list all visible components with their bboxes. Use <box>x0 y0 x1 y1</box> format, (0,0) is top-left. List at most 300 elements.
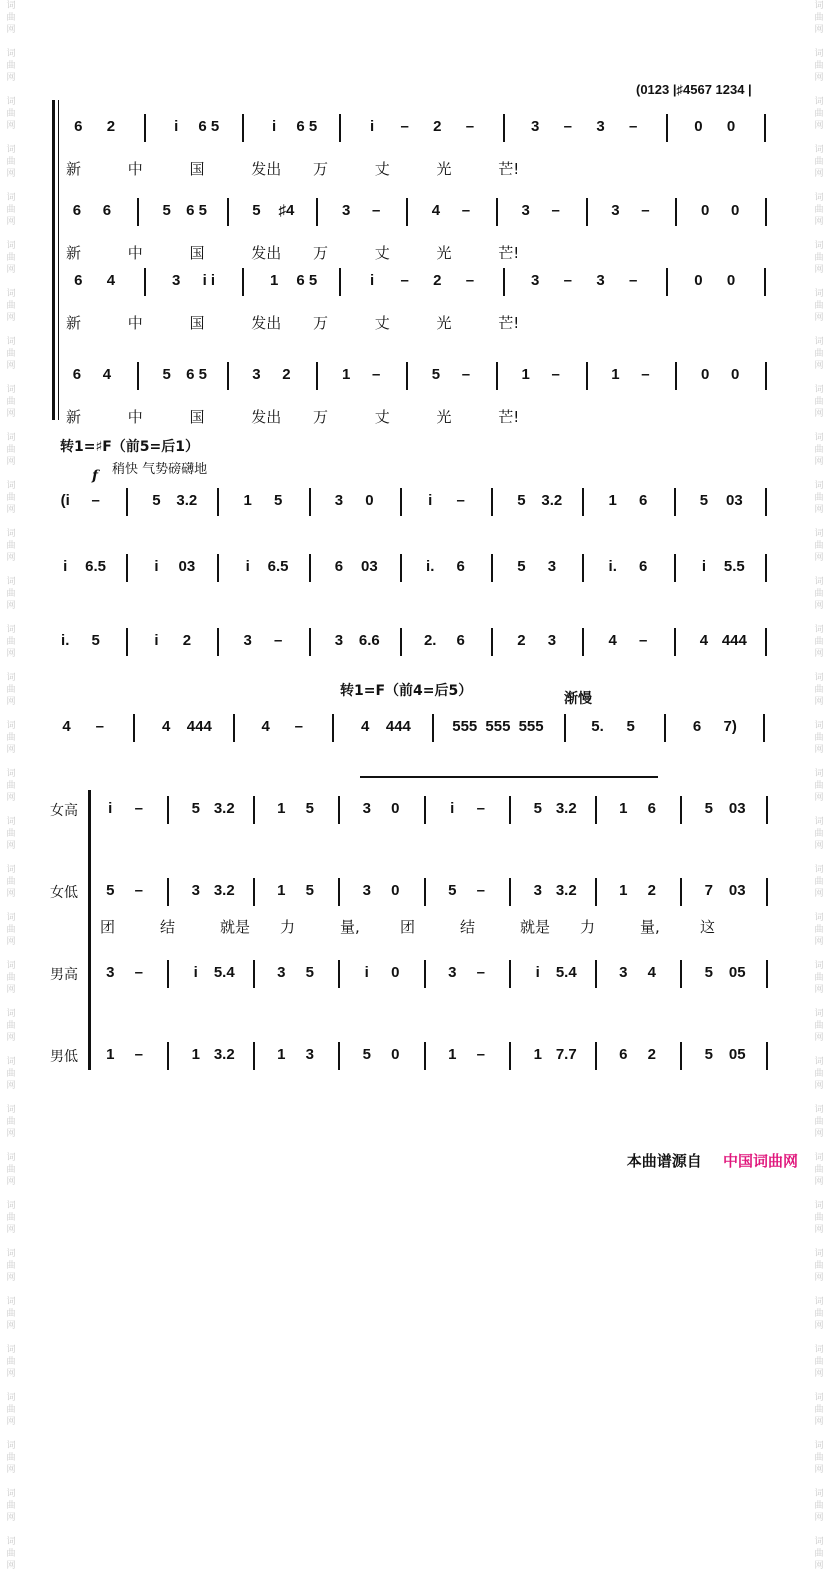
note: ♯4 <box>278 202 295 219</box>
note: 6 5 <box>198 118 220 135</box>
note: 2 <box>517 632 526 649</box>
note: 05 <box>728 964 746 981</box>
note: 0 <box>391 800 400 817</box>
barline <box>400 488 402 516</box>
note: 4 <box>647 964 656 981</box>
note: 03 <box>361 558 378 575</box>
watermark-right: 词 曲 网 词 曲 网 词 曲 网 词 曲 网 词 曲 网 词 曲 网 词 曲 网 词 曲 网 词 曲 网 词 曲 网 词 曲 网 词 曲 网 词 曲 网 词 曲 网 词 曲 网 词 曲 网 词 曲 网 词 曲 网 词 曲 网 词 曲 网 词 曲 网 词 曲 网 词 曲 网 词 曲 网 词 曲 网 词 曲 网 词 曲 网 词 曲 网 词 曲 网 词 曲 网 词 曲 网 词 曲 网 词 曲 网 <box>814 1 824 1571</box>
note: i <box>450 800 455 817</box>
note: i. <box>61 632 70 649</box>
barline <box>491 554 493 582</box>
note: 4 <box>106 272 116 289</box>
barline <box>675 198 677 226</box>
note: 5 <box>431 366 441 383</box>
note: 5 <box>517 558 526 575</box>
lyric-word: 万 <box>313 244 329 262</box>
barline <box>126 554 128 582</box>
footer-credit <box>627 1150 798 1171</box>
note: 3 <box>243 632 252 649</box>
note: 5 <box>626 718 635 735</box>
note: 3 <box>334 492 344 509</box>
barline <box>582 628 584 656</box>
note: 2 <box>106 118 116 135</box>
note: 1 <box>619 800 628 817</box>
lyric-word: 国 <box>189 160 205 178</box>
note: 0 <box>365 492 374 509</box>
note: – <box>563 272 573 289</box>
lyric-word: 丈 <box>374 408 390 426</box>
note: 3 <box>611 202 620 219</box>
note: i <box>174 118 179 135</box>
lyric-word: 国 <box>189 408 205 426</box>
note: 6 5 <box>296 272 318 289</box>
note: 0 <box>701 202 710 219</box>
barline <box>765 554 767 582</box>
lyric-word: 万 <box>313 160 329 178</box>
lyric-word: 丈 <box>374 244 390 262</box>
dynamic-marking: f <box>92 468 99 484</box>
barline <box>227 198 229 226</box>
barline <box>424 960 426 988</box>
tempo-marking-2: 渐慢 <box>564 691 592 707</box>
note: i <box>364 964 369 981</box>
lyric-word: 量, <box>340 918 360 936</box>
note: i <box>369 272 375 289</box>
note: 1 <box>277 882 286 899</box>
note: i. <box>426 558 435 575</box>
barline <box>126 628 128 656</box>
barline <box>167 960 169 988</box>
note: 1 <box>277 800 286 817</box>
barline <box>680 960 682 988</box>
barline <box>680 1042 682 1070</box>
note: – <box>641 202 650 219</box>
barline <box>582 488 584 516</box>
note: 6 5 <box>186 366 208 383</box>
note: 6 <box>74 272 83 289</box>
note: 3 <box>305 1046 314 1063</box>
note: 3 <box>596 272 605 289</box>
note: – <box>95 718 104 735</box>
barline <box>674 488 676 516</box>
note: 5 <box>91 632 100 649</box>
note: 0 <box>730 366 740 383</box>
note: 0 <box>694 118 703 135</box>
barline <box>496 362 498 390</box>
lyric-word: 国 <box>189 314 205 332</box>
note: i <box>272 118 277 135</box>
barline <box>253 960 255 988</box>
note: – <box>476 964 485 981</box>
note: – <box>628 272 638 289</box>
note: 555 <box>518 718 544 735</box>
barline <box>316 198 318 226</box>
barline <box>582 554 584 582</box>
barline <box>509 1042 511 1070</box>
note: 6 <box>638 492 648 509</box>
barline <box>406 198 408 226</box>
lyric-word: 新 <box>66 244 82 262</box>
note: – <box>134 800 143 817</box>
barline <box>133 714 135 742</box>
part-label: 男高 <box>50 967 78 983</box>
note: 3 <box>547 632 557 649</box>
note: – <box>638 632 648 649</box>
choir-bracket <box>88 790 91 1070</box>
note: 3 <box>172 272 181 289</box>
barline <box>763 714 765 742</box>
note: 3.2 <box>213 800 235 817</box>
barline <box>400 628 402 656</box>
part-label: 男低 <box>50 1049 78 1065</box>
lyric-word: 新 <box>66 408 82 426</box>
barline <box>144 268 146 296</box>
lyric-word: 中 <box>127 244 143 262</box>
note: 3 <box>533 882 542 899</box>
note: 5.5 <box>723 558 745 575</box>
note: – <box>294 718 304 735</box>
barline <box>675 362 677 390</box>
barline <box>217 488 219 516</box>
barline <box>242 268 244 296</box>
barline <box>424 1042 426 1070</box>
lyric-word: 发出 <box>251 160 282 178</box>
note: 0 <box>391 1046 400 1063</box>
barline <box>595 1042 597 1070</box>
lyric-word: 芒! <box>498 314 520 332</box>
note: 2 <box>182 632 192 649</box>
barline <box>400 554 402 582</box>
note: – <box>134 1046 143 1063</box>
footer-site-link[interactable]: 中国词曲网 <box>722 1152 798 1170</box>
note: 6 <box>456 558 465 575</box>
lyric-word: 中 <box>127 160 143 178</box>
note: 1 <box>448 1046 457 1063</box>
barline <box>503 268 505 296</box>
note: 4 <box>62 718 71 735</box>
note: 5 <box>533 800 542 817</box>
note: 3 <box>521 202 530 219</box>
note: 0 <box>730 202 740 219</box>
note: 1 <box>611 366 620 383</box>
tempo-marking-1: 稍快 气势磅礴地 <box>112 462 208 477</box>
barline <box>674 628 676 656</box>
note: 1 <box>619 882 628 899</box>
note: – <box>628 118 638 135</box>
lyric-word: 就是 <box>520 918 551 936</box>
note: – <box>461 202 471 219</box>
note: 2 <box>647 882 656 899</box>
note: 1 <box>269 272 279 289</box>
lyric-word: 芒! <box>498 160 520 178</box>
lyric-word: 光 <box>436 160 452 178</box>
note: (i <box>60 492 70 509</box>
note: – <box>371 366 381 383</box>
barline <box>227 362 229 390</box>
note: 3 <box>362 800 371 817</box>
barline <box>339 268 341 296</box>
note: 4 <box>161 718 171 735</box>
barline <box>233 714 235 742</box>
note: 3 <box>334 632 344 649</box>
note: i <box>63 558 68 575</box>
note: i <box>108 800 113 817</box>
note: 5 <box>305 882 314 899</box>
note: 6 <box>692 718 702 735</box>
note: 5.4 <box>555 964 577 981</box>
note: 4 <box>608 632 617 649</box>
note: 5 <box>517 492 526 509</box>
note: 5 <box>448 882 457 899</box>
note: i. <box>608 558 617 575</box>
note: 5 <box>106 882 115 899</box>
note: 0 <box>391 882 400 899</box>
note: – <box>465 118 475 135</box>
lyric-word: 丈 <box>374 314 390 332</box>
note: 1 <box>191 1046 200 1063</box>
barline <box>666 114 668 142</box>
note: 1 <box>342 366 351 383</box>
barline <box>339 114 341 142</box>
note: 5 <box>152 492 161 509</box>
barline <box>680 878 682 906</box>
barline <box>432 714 434 742</box>
barline <box>509 960 511 988</box>
note: – <box>551 366 560 383</box>
note: – <box>400 272 409 289</box>
lyric-word: 结 <box>160 918 176 936</box>
note: 0 <box>694 272 703 289</box>
note: 4 <box>361 718 370 735</box>
note: – <box>563 118 573 135</box>
barline <box>766 1042 768 1070</box>
note: 3 <box>342 202 351 219</box>
note: – <box>400 118 409 135</box>
note: 3.2 <box>555 882 577 899</box>
lyric-word: 芒! <box>498 244 520 262</box>
barline <box>586 198 588 226</box>
note: – <box>641 366 650 383</box>
barline <box>137 198 139 226</box>
crescendo-line <box>360 776 658 778</box>
note: 5 <box>162 202 171 219</box>
lyric-word: 中 <box>127 408 143 426</box>
note: 444 <box>385 718 411 735</box>
lyric-word: 丈 <box>374 160 390 178</box>
barline <box>509 878 511 906</box>
note: – <box>476 1046 485 1063</box>
barline <box>666 268 668 296</box>
note: 1 <box>106 1046 115 1063</box>
note: 3 <box>362 882 371 899</box>
note: 6 <box>102 202 112 219</box>
note: – <box>456 492 465 509</box>
note: 5 <box>704 964 713 981</box>
lyric-word: 新 <box>66 314 82 332</box>
note: – <box>476 882 485 899</box>
note: 3.2 <box>213 1046 235 1063</box>
note: 3 <box>531 118 540 135</box>
note: 3 <box>619 964 628 981</box>
note: 6 <box>638 558 648 575</box>
note: 6 5 <box>296 118 318 135</box>
note: 3 <box>106 964 115 981</box>
lyric-word: 这 <box>700 918 716 936</box>
note: 6 <box>456 632 465 649</box>
lyric-word: 国 <box>189 244 205 262</box>
note: 5 <box>191 800 200 817</box>
lyric-word: 光 <box>436 244 452 262</box>
note: 05 <box>728 1046 746 1063</box>
note: – <box>476 800 485 817</box>
barline <box>332 714 334 742</box>
barline <box>217 628 219 656</box>
note: 2 <box>433 272 442 289</box>
note: i <box>535 964 540 981</box>
note: 444 <box>186 718 212 735</box>
note: 3 <box>191 882 200 899</box>
note: 03 <box>728 882 746 899</box>
lyric-word: 结 <box>460 918 476 936</box>
barline <box>674 554 676 582</box>
note: – <box>273 632 283 649</box>
note: i <box>701 558 707 575</box>
note: 3 <box>448 964 457 981</box>
note: 2 <box>647 1046 656 1063</box>
system-bracket-inner <box>58 100 59 420</box>
lyric-word: 万 <box>313 314 329 332</box>
barline <box>309 488 311 516</box>
note: 5 <box>162 366 171 383</box>
note: 7) <box>723 718 737 735</box>
lyric-word: 新 <box>66 160 82 178</box>
note: 5.4 <box>213 964 235 981</box>
note: 6.5 <box>85 558 107 575</box>
note: i <box>428 492 433 509</box>
barline <box>338 796 340 824</box>
note: – <box>461 366 471 383</box>
note: i <box>193 964 198 981</box>
note: 1 <box>533 1046 542 1063</box>
lyric-word: 团 <box>100 918 116 936</box>
note: 03 <box>178 558 196 575</box>
note: 1 <box>243 492 252 509</box>
barline <box>509 796 511 824</box>
note: 3 <box>531 272 540 289</box>
note: 3.2 <box>541 492 563 509</box>
note: 6 <box>72 202 82 219</box>
barline <box>338 1042 340 1070</box>
note: – <box>134 882 143 899</box>
barline <box>766 878 768 906</box>
note: 1 <box>521 366 530 383</box>
barline <box>144 114 146 142</box>
barline <box>167 796 169 824</box>
note: 7.7 <box>555 1046 577 1063</box>
note: 4 <box>699 632 709 649</box>
barline <box>217 554 219 582</box>
barline <box>595 960 597 988</box>
system-bracket <box>52 100 55 420</box>
note: 5. <box>591 718 604 735</box>
note: 3 <box>277 964 286 981</box>
lyric-word: 芒! <box>498 408 520 426</box>
barline <box>503 114 505 142</box>
note: 5 <box>699 492 709 509</box>
barline <box>253 1042 255 1070</box>
note: 1 <box>608 492 617 509</box>
barline <box>586 362 588 390</box>
lyric-word: 力 <box>280 918 296 936</box>
barline <box>126 488 128 516</box>
barline <box>765 628 767 656</box>
note: – <box>91 492 100 509</box>
barline <box>491 628 493 656</box>
barline <box>338 878 340 906</box>
note: 5 <box>273 492 283 509</box>
part-label: 女低 <box>50 885 78 901</box>
note: 1 <box>277 1046 286 1063</box>
barline <box>496 198 498 226</box>
barline <box>491 488 493 516</box>
note: 5 <box>305 964 314 981</box>
barline <box>167 1042 169 1070</box>
note: 4 <box>261 718 270 735</box>
barline <box>309 628 311 656</box>
lyric-word: 光 <box>436 408 452 426</box>
lyric-word: 万 <box>313 408 329 426</box>
barline <box>765 198 767 226</box>
note: 3 <box>596 118 605 135</box>
barline <box>406 362 408 390</box>
note: 3.2 <box>555 800 577 817</box>
barline <box>765 362 767 390</box>
lyric-word: 中 <box>127 314 143 332</box>
barline <box>242 114 244 142</box>
note: 6 <box>647 800 656 817</box>
barline <box>309 554 311 582</box>
barline <box>253 878 255 906</box>
lyric-word: 量, <box>640 918 660 936</box>
note: 6 5 <box>186 202 208 219</box>
note: 0 <box>726 118 736 135</box>
barline <box>664 714 666 742</box>
modulation-heading-2: 转1=F（前4=后5） <box>340 683 473 699</box>
barline <box>595 878 597 906</box>
note: 6 <box>334 558 344 575</box>
note: – <box>465 272 475 289</box>
note: i <box>154 558 159 575</box>
lyric-word: 光 <box>436 314 452 332</box>
note: 0 <box>701 366 710 383</box>
footer-prefix: 本曲谱源自 <box>626 1152 702 1170</box>
note: 2. <box>423 632 437 649</box>
note: 6.5 <box>267 558 289 575</box>
note: 3 <box>252 366 261 383</box>
note: i <box>245 558 250 575</box>
lyric-word: 发出 <box>251 244 282 262</box>
note: 2 <box>433 118 442 135</box>
note: i <box>369 118 375 135</box>
note: 0 <box>391 964 400 981</box>
note: 6 <box>72 366 82 383</box>
barline <box>764 268 766 296</box>
barline <box>253 796 255 824</box>
lyric-word: 发出 <box>251 408 282 426</box>
barline <box>167 878 169 906</box>
note: 4 <box>431 202 441 219</box>
barline <box>764 114 766 142</box>
